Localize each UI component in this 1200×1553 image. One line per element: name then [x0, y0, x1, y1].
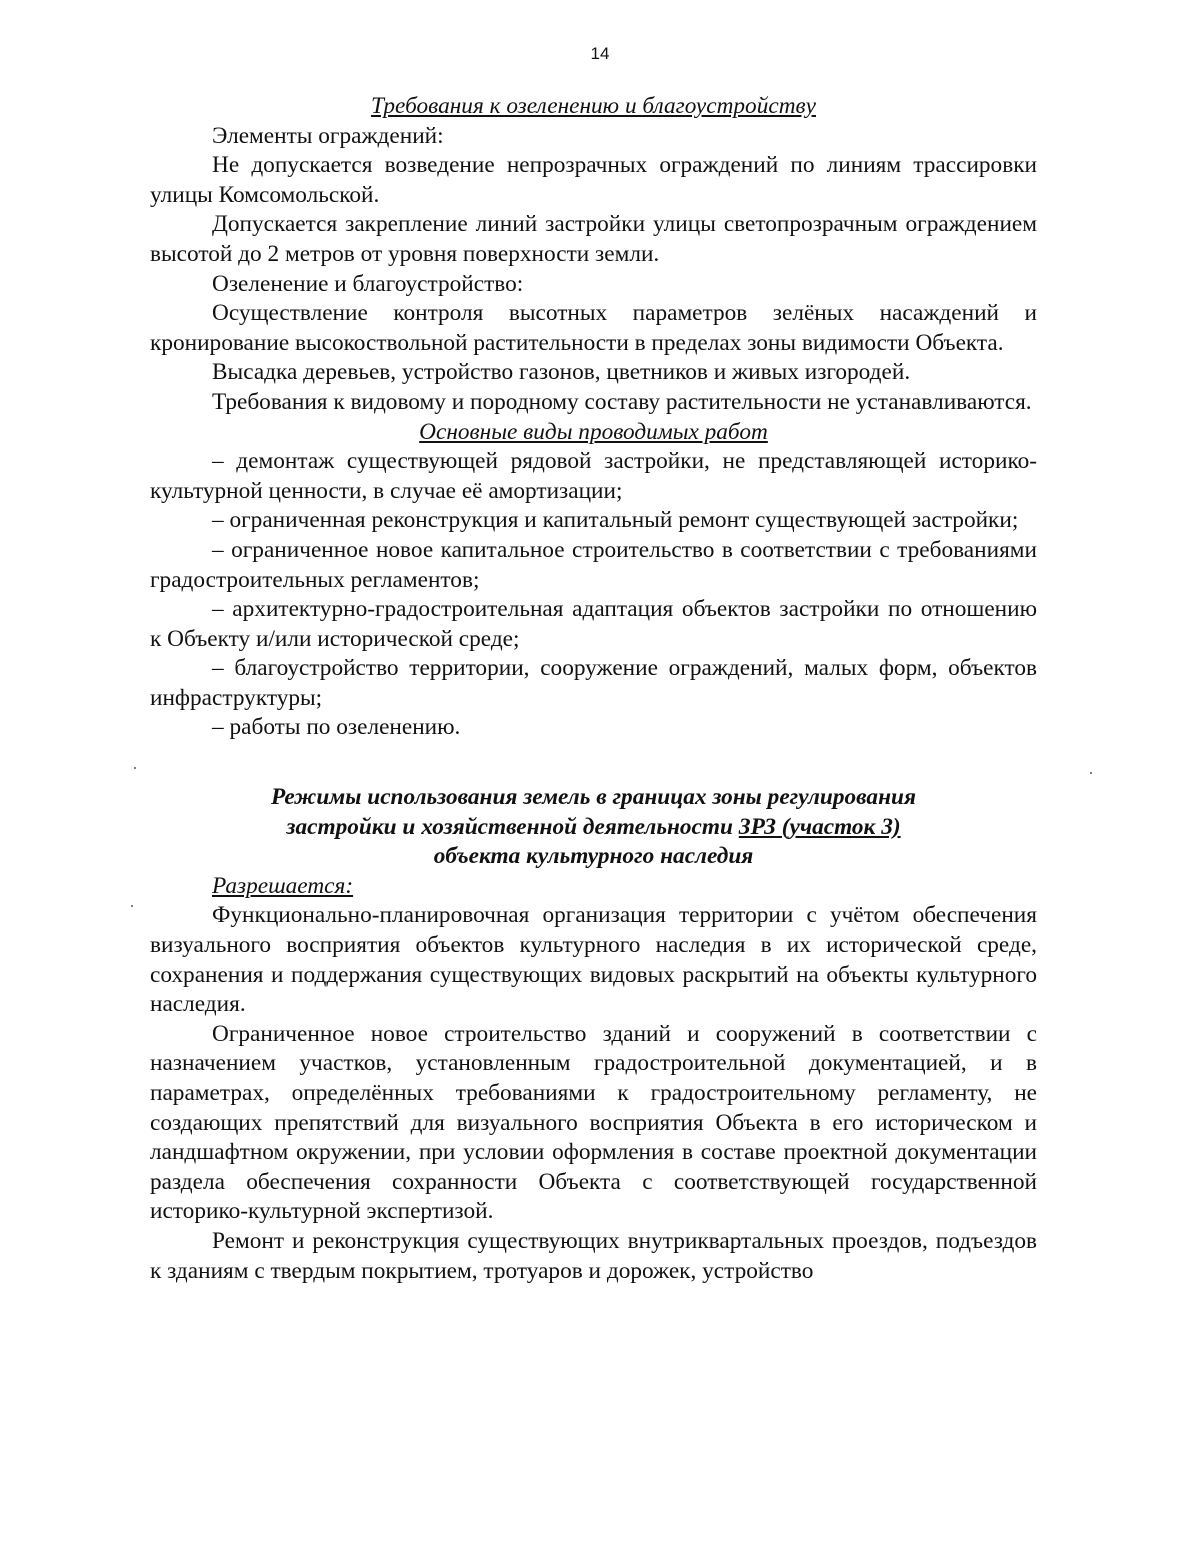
paragraph: Элементы ограждений: [212, 122, 444, 149]
zone-heading-line-1: Режимы использования земель в границах зоны регулирования [271, 784, 916, 811]
zone-heading-line-2 [150, 813, 1037, 843]
list-item: – демонтаж существующей рядовой застройки, не представляющей историко-культурной ценности, в случае её амортизации; [150, 448, 1037, 504]
paragraph: Ограниченное новое строительство зданий и сооружений в соответствии с назначением участков, установленным градостроительной документацией, и в параметрах, определённых требованиями к градостроительному регламенту, не создающих препятствий для визуального восприятия Объекта в его историческом и ландшафтном окружении, при условии оформления в составе проектной документации раздела обеспечения сохранности Объекта с соответствующей государственной историко-культурной экспертизой. [150, 1020, 1037, 1225]
zone-heading-line-3: объекта культурного наследия [433, 843, 754, 870]
paragraph: Высадка деревьев, устройство газонов, цветников и живых изгородей. [212, 359, 911, 386]
section-heading-greening: Требования к озеленению и благоустройству [371, 93, 816, 119]
subheading-allowed: Разрешается: [212, 872, 354, 899]
list-item: – ограниченное новое капитальное строительство в соответствии с требованиями градостроительных регламентов; [150, 536, 1037, 593]
paragraph: Ремонт и реконструкция существующих внутриквартальных проездов, подъездов к зданиям с твердым покрытием, тротуаров и дорожек, устройство [150, 1227, 1037, 1284]
zone-code: ЗРЗ (участок 3) [738, 813, 901, 840]
page-content [150, 92, 1037, 1286]
scan-speck [134, 767, 136, 769]
list-item: – ограниченная реконструкция и капитальный ремонт существующей застройки; [212, 507, 1019, 534]
paragraph: Функционально-планировочная организация территории с учётом обеспечения визуального восприятия объектов культурного наследия в их исторической среде, сохранения и поддержания существующих видовых раскрытий на объекты культурного наследия. [150, 902, 1037, 1018]
page-number: 14 [590, 44, 610, 63]
scan-speck [131, 905, 133, 907]
zone-heading-text: застройки и хозяйственной деятельности [286, 813, 739, 840]
list-item: – благоустройство территории, сооружение ограждений, малых форм, объектов инфраструктуры; [150, 655, 1037, 711]
scan-speck [1090, 772, 1092, 774]
paragraph: Не допускается возведение непрозрачных ограждений по линиям трассировки улицы Комсомольской. [150, 152, 1037, 208]
paragraph: Допускается закрепление линий застройки улицы светопрозрачным ограждением высотой до 2 метров от уровня поверхности земли. [150, 211, 1037, 267]
list-item: – архитектурно-градостроительная адаптация объектов застройки по отношению к Объекту и/или исторической среде; [150, 596, 1037, 652]
section-heading-zone [150, 783, 1037, 872]
paragraph: Осуществление контроля высотных параметров зелёных насаждений и кронирование высокоствольной растительности в пределах зоны видимости Объекта. [150, 300, 1037, 356]
paragraph: Озеленение и благоустройство: [212, 270, 524, 297]
paragraph: Требования к видовому и породному составу растительности не устанавливаются. [212, 388, 1032, 415]
list-item: – работы по озеленению. [212, 714, 461, 741]
section-heading-works: Основные виды проводимых работ [419, 418, 768, 445]
